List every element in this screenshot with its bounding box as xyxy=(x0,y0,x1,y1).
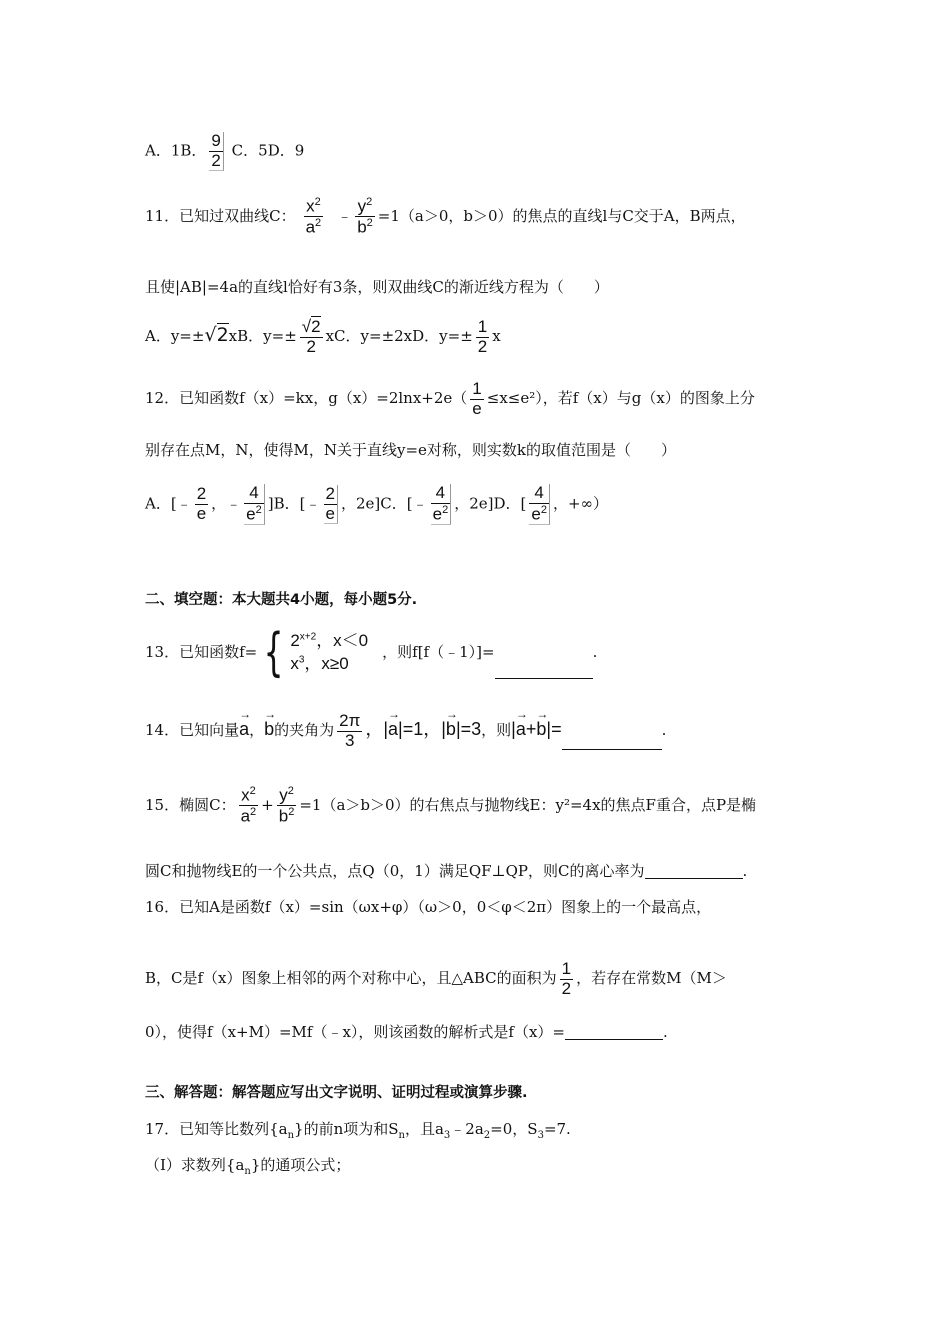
frac-denominator: a xyxy=(305,218,316,237)
abs-close: |= xyxy=(546,719,562,740)
q17-text: （Ⅰ）求数列{a xyxy=(145,1156,245,1174)
frac-denominator: e xyxy=(531,504,541,524)
answer-blank[interactable] xyxy=(565,1039,663,1040)
option-end: ，2e] xyxy=(340,494,381,513)
q10-option-a: A．1 xyxy=(145,141,181,160)
answer-blank[interactable] xyxy=(495,678,593,679)
q13-line xyxy=(145,623,598,683)
section-heading-fill-in: 二、填空题：本大题共4小题，每小题5分. xyxy=(145,592,418,608)
frac-denominator: e xyxy=(472,398,482,418)
period: . xyxy=(742,862,748,880)
q10-option-b: B． xyxy=(180,141,207,160)
minus-sign: ﹣ xyxy=(337,206,353,225)
q11-option-b: B．y=± xyxy=(237,327,297,346)
frac-numerator: 9 xyxy=(211,131,221,150)
frac-denominator: b xyxy=(357,218,367,237)
frac-numerator: 2π xyxy=(339,711,361,730)
frac-denominator: e xyxy=(246,504,256,524)
vector-a: → a xyxy=(516,720,526,738)
var-x: x xyxy=(325,327,335,346)
q17-text: ﹣2a xyxy=(450,1120,484,1138)
var-x: x xyxy=(228,327,238,346)
frac-numerator: 2 xyxy=(325,483,335,503)
q13-suffix: ，则f[f（﹣1）]= xyxy=(382,643,495,661)
case-base: x xyxy=(290,654,299,673)
q10-option-d: D．9 xyxy=(267,141,305,160)
q11-options xyxy=(145,318,501,356)
answer-blank[interactable] xyxy=(562,749,662,750)
q11-line1 xyxy=(145,196,746,238)
option-end: ，+∞） xyxy=(552,494,609,513)
q15-line1 xyxy=(145,785,756,827)
q15-text: 圆C和抛物线E的一个公共点，点Q（0，1）满足QF⊥QP，则C的离心率为 xyxy=(145,862,645,880)
frac-denominator: 3 xyxy=(337,731,362,751)
q17-text: ，且a xyxy=(404,1120,444,1138)
q14-mid: 的夹角为 xyxy=(274,721,335,740)
q12-option-d: D．[ xyxy=(493,494,527,513)
q11-line2: 且使|AB|=4a的直线l恰好有3条，则双曲线C的渐近线方程为（ ） xyxy=(145,278,609,296)
exponent: 2 xyxy=(540,503,547,516)
subscript: n xyxy=(244,1166,251,1177)
vector-b: → b xyxy=(264,720,274,738)
q10-option-c: C．5 xyxy=(231,141,268,160)
vector-b: → b xyxy=(536,720,546,738)
frac-denominator: b xyxy=(278,807,289,826)
frac-numerator: 4 xyxy=(435,483,446,502)
q16-text: B，C是f（x）图象上相邻的两个对称中心，且△ABC的面积为 xyxy=(145,969,557,988)
q11-prefix: 11．已知过双曲线C： xyxy=(145,206,296,225)
q15-prefix: 15．椭圆C： xyxy=(145,795,236,814)
q12-options xyxy=(145,484,608,525)
sqrt-arg: 2 xyxy=(216,324,229,347)
q15-fraction-x xyxy=(239,785,259,827)
period: . xyxy=(663,1023,668,1041)
frac-numerator: y xyxy=(279,785,288,805)
subscript: n xyxy=(398,1130,405,1141)
frac-numerator: 4 xyxy=(534,483,544,502)
var-x: x xyxy=(492,327,501,346)
frac-numerator: 1 xyxy=(472,379,482,398)
exponent: 2 xyxy=(315,217,322,230)
exponent: 2 xyxy=(249,785,256,797)
q12-fraction xyxy=(470,380,483,418)
case-2 xyxy=(290,653,368,676)
q16-fraction xyxy=(560,960,573,998)
q10-options xyxy=(145,132,304,171)
frac-numerator: 4 xyxy=(249,483,259,502)
abs-open: ，| xyxy=(365,719,389,740)
answer-blank[interactable] xyxy=(645,878,743,879)
q17-text: 17．已知等比数列{a xyxy=(145,1120,288,1138)
case-1 xyxy=(290,630,368,653)
exponent: 2 xyxy=(314,196,321,208)
q14-prefix: 14．已知向量 xyxy=(145,721,240,740)
q12-c1-fraction xyxy=(431,484,452,525)
frac-numerator: x xyxy=(306,196,315,216)
q14-fraction xyxy=(337,712,362,750)
q12-suffix: ≤x≤e²），若f（x）与g（x）的图象上分 xyxy=(486,389,755,408)
exponent: 2 xyxy=(250,806,257,819)
q12-d1-fraction xyxy=(529,484,550,525)
q11-fraction-x xyxy=(304,196,324,238)
q17-line1 xyxy=(145,1122,571,1141)
frac-numerator: 1 xyxy=(561,959,572,978)
frac-denominator: e xyxy=(432,504,443,524)
sqrt-symbol: √2 xyxy=(301,317,321,336)
option-end: ，2e] xyxy=(454,494,494,513)
q16-line2 xyxy=(145,960,727,998)
q11-d-fraction xyxy=(476,318,489,356)
abs-open: | xyxy=(511,719,516,740)
q15-fraction-y xyxy=(277,785,297,827)
q11-option-a: A．y=± xyxy=(145,327,205,346)
frac-denominator: 2 xyxy=(561,978,572,998)
frac-denominator: 2 xyxy=(300,337,323,357)
frac-denominator: 2 xyxy=(211,150,221,170)
subscript: n xyxy=(287,1130,295,1141)
exponent: 2 xyxy=(288,806,295,819)
exponent: 2 xyxy=(287,785,294,797)
q17-text: =0，S xyxy=(490,1120,538,1138)
case-base: 2 xyxy=(290,631,300,651)
section-heading-solutions: 三、解答题：解答题应写出文字说明、证明过程或演算步骤. xyxy=(145,1085,528,1101)
q15-line2 xyxy=(145,864,747,879)
q11-fraction-y xyxy=(355,196,375,238)
q16-text: ，若存在常数M（M＞ xyxy=(576,969,727,988)
subscript: 3 xyxy=(537,1130,544,1141)
piecewise-cases xyxy=(290,630,368,676)
abs-close: |=3 xyxy=(455,719,482,740)
period: . xyxy=(592,643,598,661)
vector-b: → b xyxy=(446,720,456,738)
frac-denominator: e xyxy=(325,503,335,523)
q11-option-d: D．y=± xyxy=(412,327,473,346)
period: . xyxy=(661,721,667,740)
case-condition: ，x≥0 xyxy=(304,654,349,673)
frac-numerator: 1 xyxy=(477,317,488,336)
case-exponent: x+2 xyxy=(299,631,317,643)
q12-b1-fraction xyxy=(324,485,338,524)
q13-prefix: 13．已知函数f= xyxy=(145,643,258,661)
vector-a: → a xyxy=(239,720,249,738)
exponent: 2 xyxy=(366,196,373,208)
q14-line xyxy=(145,712,666,750)
q17-part1 xyxy=(145,1158,350,1177)
q17-text: }的前n项为和S xyxy=(294,1120,399,1138)
sqrt-arg: 2 xyxy=(311,317,321,336)
q11-b-fraction xyxy=(300,318,323,356)
left-brace-icon: { xyxy=(263,623,284,683)
separator: ，﹣ xyxy=(211,494,242,513)
frac-numerator: 2 xyxy=(196,484,207,504)
frac-denominator: 2 xyxy=(477,336,488,356)
vector-a: → a xyxy=(388,720,398,738)
q16-line1: 16．已知A是函数f（x）=sin（ωx+φ）（ω＞0，0＜φ＜2π）图象上的一个最高点， xyxy=(145,898,712,916)
frac-numerator: y xyxy=(357,196,367,216)
q12-option-b: ]B．[﹣ xyxy=(267,494,321,513)
q10-b-fraction xyxy=(209,132,223,171)
abs-close: |=1，| xyxy=(398,719,446,740)
q14-then: ，则 xyxy=(481,721,512,740)
case-condition: ，x＜0 xyxy=(316,631,369,651)
subscript: 2 xyxy=(483,1130,491,1141)
frac-denominator: a xyxy=(240,807,251,826)
q12-option-c: C．[﹣ xyxy=(380,494,428,513)
q12-line1 xyxy=(145,380,755,418)
sqrt-symbol: √2 xyxy=(204,324,229,347)
q11-suffix: =1（a＞0，b＞0）的焦点的直线l与C交于A，B两点， xyxy=(377,206,746,225)
case-exponent: 3 xyxy=(298,654,305,666)
q17-text: }的通项公式； xyxy=(250,1156,351,1174)
q17-text: =7. xyxy=(543,1120,571,1138)
comma: ， xyxy=(249,721,265,740)
plus-sign: + xyxy=(261,795,274,814)
exponent: 2 xyxy=(255,503,262,516)
q16-text: 0），使得f（x+M）=Mf（﹣x），则该函数的解析式是f（x）= xyxy=(145,1023,566,1041)
q12-option-a: A．[﹣ xyxy=(145,494,192,513)
q12-prefix: 12．已知函数f（x）=kx，g（x）=2lnx+2e（ xyxy=(145,389,468,408)
plus-sign: + xyxy=(525,719,537,740)
q12-line2: 别存在点M，N，使得M，N关于直线y=e对称，则实数k的取值范围是（ ） xyxy=(145,441,676,459)
subscript: 3 xyxy=(443,1130,451,1141)
exponent: 2 xyxy=(442,503,449,516)
frac-denominator: e xyxy=(196,504,207,524)
q16-line3 xyxy=(145,1025,668,1040)
exponent: 2 xyxy=(366,217,373,230)
q12-a2-fraction xyxy=(244,484,265,525)
frac-numerator: x xyxy=(241,785,250,805)
q12-a1-fraction xyxy=(195,485,208,523)
q15-suffix: =1（a＞b＞0）的右焦点与抛物线E：y²=4x的焦点F重合，点P是椭 xyxy=(299,795,757,814)
q11-option-c: C．y=±2x xyxy=(334,327,413,346)
